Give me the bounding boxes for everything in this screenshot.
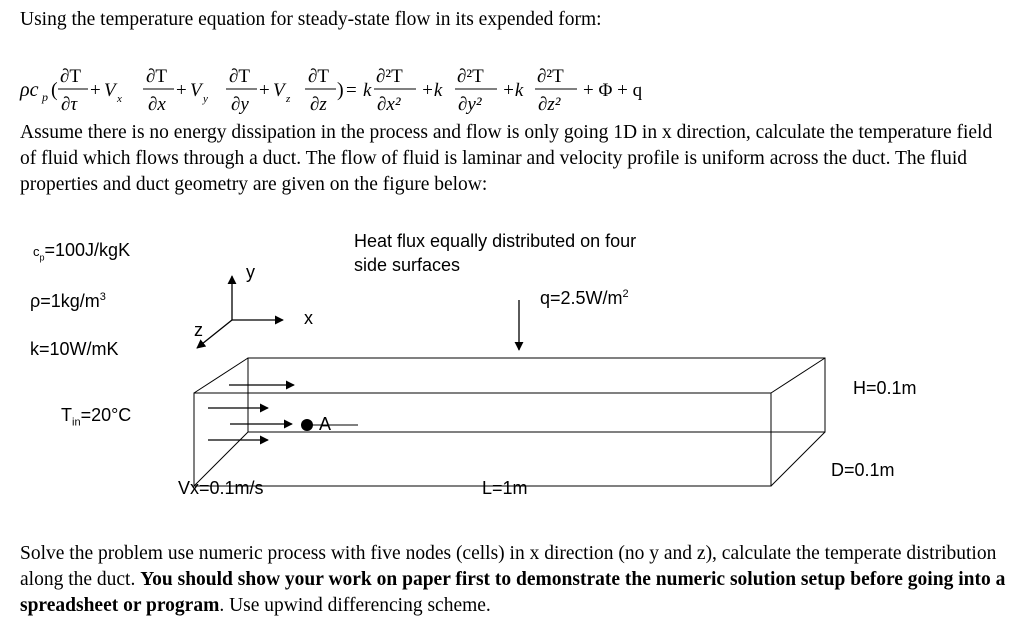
coordinate-axes xyxy=(197,276,283,348)
eq-lhs-coef: ρc xyxy=(20,79,39,101)
eq-velocity: V xyxy=(273,80,285,101)
eq-frac-den: ∂x xyxy=(148,94,166,115)
eq-frac-num: ∂²T xyxy=(537,66,564,87)
eq-frac-num: ∂²T xyxy=(457,66,484,87)
eq-lhs-coef-sub: p xyxy=(42,90,48,104)
eq-frac-den: ∂y xyxy=(231,94,249,115)
assumption-text: Assume there is no energy dissipation in the process and flow is only going 1D in x direction, calculate the temperature field of fluid which flows through a duct. The flow of fluid is laminar and velocity profile is uniform across the duct. The fluid properties and duct geometry are given on the figure below: xyxy=(20,122,993,195)
height-label: H=0.1m xyxy=(853,378,917,398)
eq-plus: + xyxy=(90,80,101,101)
velocity-label: Vx=0.1m/s xyxy=(178,478,264,498)
k-label: k=10W/mK xyxy=(30,339,119,359)
eq-velocity: V xyxy=(104,80,116,101)
duct-box xyxy=(194,358,825,486)
point-a-label: A xyxy=(319,414,332,434)
solve-bold-note: You should show your work on paper first to demonstrate the numeric solution setup before going into a spreadsheet or program xyxy=(20,569,1006,616)
axis-z-label: z xyxy=(194,320,203,340)
eq-plus: + xyxy=(176,80,187,101)
cp-label: $c_p=100J$/kgK xyxy=(33,240,131,263)
depth-label: D=0.1m xyxy=(831,460,895,480)
eq-tail: + Φ + q xyxy=(583,80,643,101)
eq-equals: = xyxy=(346,80,357,101)
eq-frac-den: ∂z xyxy=(310,94,327,115)
eq-close-paren: ) xyxy=(337,79,344,101)
length-label: L=1m xyxy=(482,478,528,498)
heat-flux-label-1: Heat flux equally distributed on four xyxy=(354,231,637,251)
eq-frac-num: ∂²T xyxy=(376,66,403,87)
eq-velocity-sub: x xyxy=(117,93,122,105)
q-label: $q=2.5W/m^2$ xyxy=(540,288,629,308)
eq-velocity-sub: y xyxy=(203,93,208,105)
axis-x-label: x xyxy=(304,308,313,328)
eq-open-paren: ( xyxy=(51,79,58,101)
eq-frac-num: ∂T xyxy=(308,66,329,87)
eq-frac-den: ∂y² xyxy=(458,94,482,115)
rho-label: $\rho=1kg/m^3$ xyxy=(30,291,106,311)
eq-frac-num: ∂T xyxy=(60,66,81,87)
eq-k: +k xyxy=(502,80,524,101)
eq-k: +k xyxy=(421,80,443,101)
eq-velocity: V xyxy=(190,80,202,101)
eq-frac-den: ∂x² xyxy=(377,94,401,115)
eq-k: k xyxy=(363,80,372,101)
solve-instructions: Solve the problem use numeric process with five nodes (cells) in x direction (no y and z), calculate the temperate distribution along the duct. You should show your work on paper first to demonstrate the numeric solution setup before going into a spreadsheet or program. Use upwind differencing scheme. xyxy=(20,543,1006,616)
eq-frac-num: ∂T xyxy=(229,66,250,87)
eq-plus: + xyxy=(259,80,270,101)
energy-equation xyxy=(19,66,643,115)
point-a-marker xyxy=(301,419,313,431)
heat-flux-label-2: side surfaces xyxy=(354,255,461,275)
duct-front-face xyxy=(194,393,771,486)
eq-frac-den: ∂τ xyxy=(61,94,78,115)
eq-frac-num: ∂T xyxy=(146,66,167,87)
eq-velocity-sub: z xyxy=(286,93,291,105)
eq-frac-den: ∂z² xyxy=(538,94,561,115)
intro-text: Using the temperature equation for steady-state flow in its expended form: xyxy=(20,9,602,30)
tin-label: $T_{in}=20^\circ C$ xyxy=(61,405,132,429)
axis-y-label: y xyxy=(246,262,255,282)
